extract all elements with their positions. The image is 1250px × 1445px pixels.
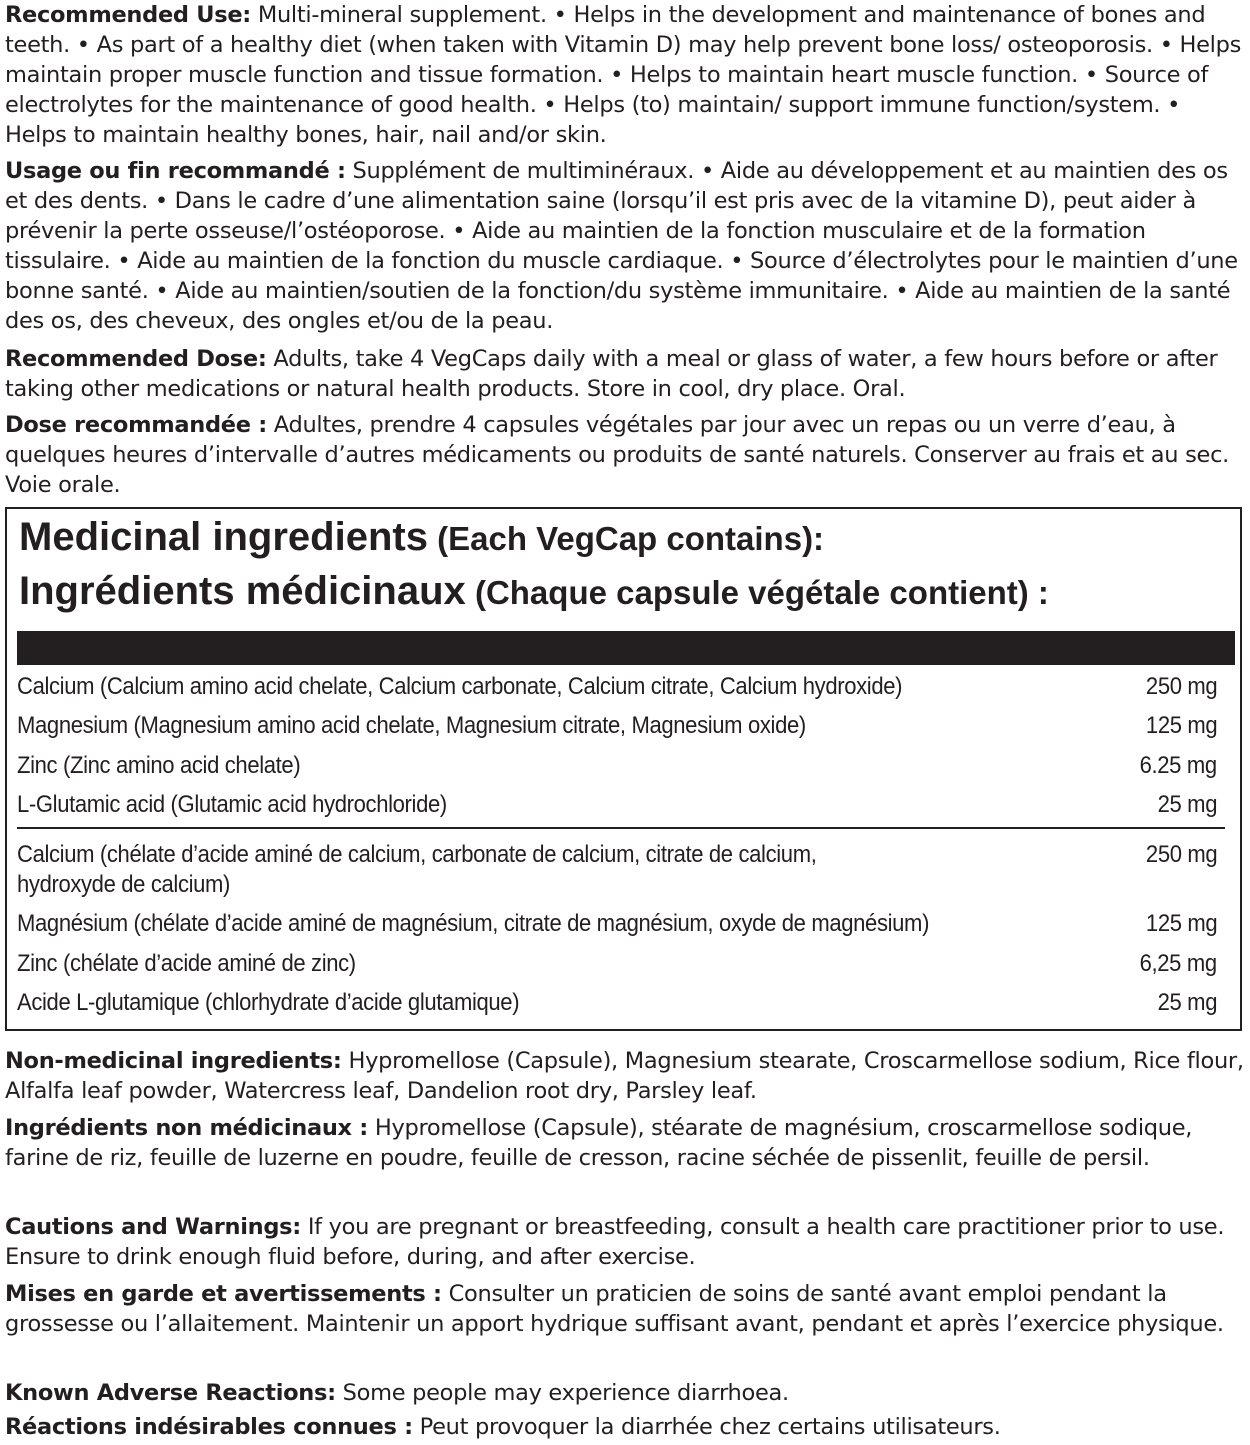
recommended-use-en bbox=[5, 0, 1247, 150]
recommended-dose-en bbox=[5, 344, 1247, 404]
section-text: Some people may experience diarrhoea. bbox=[335, 1380, 789, 1406]
section-label: Dose recommandée : bbox=[5, 412, 267, 438]
ingredient-amount: 125 mg bbox=[1145, 712, 1217, 739]
section-label: Usage ou fin recommandé : bbox=[5, 158, 346, 184]
ingredient-name: Zinc (chélate d’acide aminé de zinc) bbox=[17, 950, 356, 977]
section-text: Hypromellose (Capsule), Magnesium stearate, Croscarmellose sodium, Rice flour, Alfalfa leaf powder, Watercress leaf, Dandelion root dry, Parsley leaf. bbox=[5, 1048, 1244, 1104]
section-text: Consulter un praticien de soins de santé avant emploi pendant la grossesse ou l’allaitement. Maintenir un apport hydrique suffisant avant, pendant et après l’exercice physique. bbox=[5, 1281, 1224, 1337]
ingredient-row bbox=[17, 840, 1217, 900]
box-title-en bbox=[19, 515, 1239, 560]
ingredient-amount: 250 mg bbox=[1145, 841, 1217, 868]
section-label: Mises en garde et avertissements : bbox=[5, 1281, 442, 1307]
ingredient-amount: 125 mg bbox=[1145, 910, 1217, 937]
section-text: Supplément de multiminéraux. • Aide au développement et au maintien des os et des dents. • Dans le cadre d’une alimentation saine (lorsqu’il est pris avec de la vitamine D), peut aider à prévenir la perte osseuse/l’ostéoporose. • Aide au maintien de la fonction musculaire et de la formation tissulaire. • Aide au maintien de la fonction du muscle cardiaque. • Source d’électrolytes pour le maintien d’une bonne santé. • Aide au maintien/soutien de la fonction/du système immunitaire. • Aide au maintien de la santé des os, des cheveux, des ongles et/ou de la peau. bbox=[5, 158, 1238, 334]
section-text: If you are pregnant or breastfeeding, consult a health care practitioner prior to use. Ensure to drink enough fluid before, during, and after exercise. bbox=[5, 1214, 1225, 1270]
medicinal-ingredients-box bbox=[5, 507, 1242, 1031]
ingredient-name: Zinc (Zinc amino acid chelate) bbox=[17, 752, 301, 779]
ingredient-amount: 6,25 mg bbox=[1139, 950, 1217, 977]
ingredient-name: Acide L-glutamique (chlorhydrate d’acide glutamique) bbox=[17, 989, 520, 1016]
adverse-en bbox=[5, 1378, 1247, 1408]
non-medicinal-en bbox=[5, 1046, 1247, 1106]
box-title-fr-sub: (Chaque capsule végétale contient) : bbox=[465, 574, 1049, 611]
section-text: Adults, take 4 VegCaps daily with a meal or glass of water, a few hours before or after taking other medications or natural health products. Store in cool, dry place. Oral. bbox=[5, 346, 1218, 402]
ingredient-name: Calcium (Calcium amino acid chelate, Calcium carbonate, Calcium citrate, Calcium hydroxide) bbox=[17, 673, 903, 700]
section-label: Known Adverse Reactions: bbox=[5, 1380, 336, 1406]
language-divider bbox=[17, 827, 1225, 829]
adverse-fr bbox=[5, 1412, 1247, 1442]
section-label: Recommended Use: bbox=[5, 2, 251, 28]
section-label: Ingrédients non médicinaux : bbox=[5, 1115, 368, 1141]
recommended-dose-fr bbox=[5, 410, 1247, 500]
box-title-en-main: Medicinal ingredients bbox=[19, 515, 428, 559]
ingredient-amount: 250 mg bbox=[1145, 673, 1217, 700]
ingredient-amount: 25 mg bbox=[1157, 791, 1217, 818]
ingredient-name: Magnésium (chélate d’acide aminé de magnésium, citrate de magnésium, oxyde de magnésium) bbox=[17, 910, 930, 937]
ingredient-name: Calcium (chélate d’acide aminé de calcium, carbonate de calcium, citrate de calcium, hydroxyde de calcium) bbox=[17, 841, 817, 898]
section-label: Cautions and Warnings: bbox=[5, 1214, 301, 1240]
ingredient-name: L-Glutamic acid (Glutamic acid hydrochloride) bbox=[17, 791, 447, 818]
section-label: Réactions indésirables connues : bbox=[5, 1414, 413, 1440]
box-title-en-sub: (Each VegCap contains): bbox=[427, 520, 825, 557]
box-title-fr-main: Ingrédients médicinaux bbox=[19, 569, 466, 613]
ingredient-name: Magnesium (Magnesium amino acid chelate, Magnesium citrate, Magnesium oxide) bbox=[17, 712, 806, 739]
non-medicinal-fr bbox=[5, 1113, 1247, 1173]
section-text: Peut provoquer la diarrhée chez certains utilisateurs. bbox=[412, 1414, 1001, 1440]
table-header-bar bbox=[17, 631, 1235, 665]
section-text: Adultes, prendre 4 capsules végétales par jour avec un repas ou un verre d’eau, à quelques heures d’intervalle d’autres médicaments ou produits de santé naturels. Conserver au frais et au sec. Voie orale. bbox=[5, 412, 1229, 498]
cautions-fr bbox=[5, 1279, 1247, 1339]
box-title-fr bbox=[19, 569, 1239, 614]
section-label: Non-medicinal ingredients: bbox=[5, 1048, 342, 1074]
section-label: Recommended Dose: bbox=[5, 346, 267, 372]
cautions-en bbox=[5, 1212, 1247, 1272]
recommended-use-fr bbox=[5, 156, 1247, 336]
ingredient-amount: 25 mg bbox=[1157, 989, 1217, 1016]
section-text: Hypromellose (Capsule), stéarate de magnésium, croscarmellose sodique, farine de riz, feuille de luzerne en poudre, feuille de cresson, racine séchée de pissenlit, feuille de persil. bbox=[5, 1115, 1193, 1171]
ingredient-amount: 6.25 mg bbox=[1139, 752, 1217, 779]
section-text: Multi-mineral supplement. • Helps in the development and maintenance of bones and teeth. • As part of a healthy diet (when taken with Vitamin D) may help prevent bone loss/ osteoporosis. • Helps maintain proper muscle function and tissue formation. • Helps to maintain heart muscle function. • Source of electrolytes for the maintenance of good health. • Helps (to) maintain/ support immune function/system. • Helps to maintain healthy bones, hair, nail and/or skin. bbox=[5, 2, 1242, 148]
